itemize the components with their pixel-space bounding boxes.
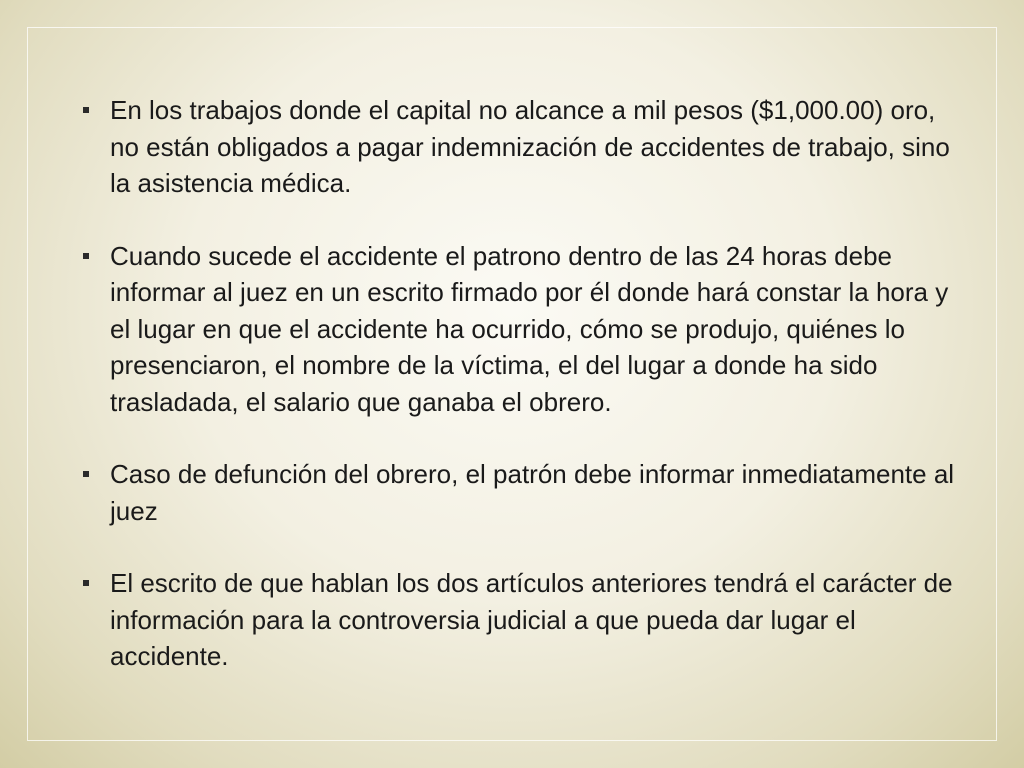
square-bullet-icon (83, 471, 89, 477)
bullet-item-capital (80, 92, 955, 202)
bullet-text: Caso de defunción del obrero, el patrón debe informar inmediatamente al juez (110, 459, 955, 526)
bullet-item-defuncion (80, 456, 955, 529)
bullet-text: El escrito de que hablan los dos artículos anteriores tendrá el carácter de información para la controversia judicial a que pueda dar lugar el accidente. (110, 568, 953, 671)
bullet-item-accidente (80, 238, 955, 421)
slide-content (80, 92, 955, 711)
bullet-item-escrito (80, 565, 955, 675)
square-bullet-icon (83, 253, 89, 259)
square-bullet-icon (83, 107, 89, 113)
bullet-text: Cuando sucede el accidente el patrono dentro de las 24 horas debe informar al juez en un escrito firmado por él donde hará constar la hora y el lugar en que el accidente ha ocurrido, cómo se produjo, quiénes lo presenciaron, el nombre de la víctima, el del lugar a donde ha sido trasladada, el salario que ganaba el obrero. (110, 240, 949, 417)
square-bullet-icon (83, 580, 89, 586)
bullet-list (80, 92, 955, 675)
bullet-text: En los trabajos donde el capital no alcance a mil pesos ($1,000.00) oro, no están obligados a pagar indemnización de accidentes de trabajo, sino la asistencia médica. (110, 95, 950, 198)
